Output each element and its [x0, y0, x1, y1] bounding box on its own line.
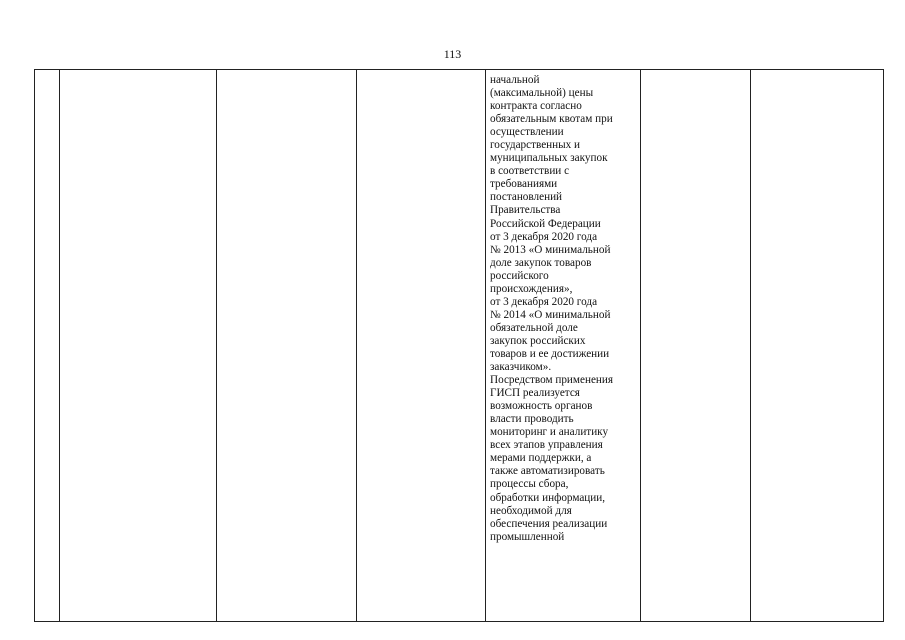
cell-text-col-1 [35, 70, 59, 620]
table-cell-col-1 [35, 70, 60, 622]
cell-text-col-7 [751, 70, 883, 620]
table-cell-col-5 [486, 70, 641, 622]
table-cell-col-6 [641, 70, 751, 622]
table-row [35, 70, 884, 622]
cell-text-col-4 [357, 70, 485, 620]
table-cell-col-4 [357, 70, 486, 622]
page-number: 113 [443, 47, 462, 61]
document-table [34, 69, 884, 622]
table-cell-col-2 [60, 70, 217, 622]
cell-text-col-2 [60, 70, 216, 620]
cell-text-col-3 [217, 70, 356, 620]
cell-text-col-5: начальной (максимальной) цены контракта согласно обязательным квотам при осуществлении государственных и муниципальных закупок в соответствии с требованиями постановлений Правительства Российской Федерации от 3 декабря 2020 года № 2013 «О минимальной доле закупок товаров российского происхождения», от 3 декабря 2020 года № 2014 «О минимальной обязательной доле закупок российских товаров и ее достижении заказчиком». Посредством применения ГИСП реализуется возможность органов власти проводить мониторинг и аналитику всех этапов управления мерами поддержки, а также автоматизировать процессы сбора, обработки информации, необходимой для обеспечения реализации промышленной [490, 74, 614, 543]
table-cell-col-7 [751, 70, 884, 622]
table-cell-col-3 [217, 70, 357, 622]
cell-text-col-6 [641, 70, 750, 620]
